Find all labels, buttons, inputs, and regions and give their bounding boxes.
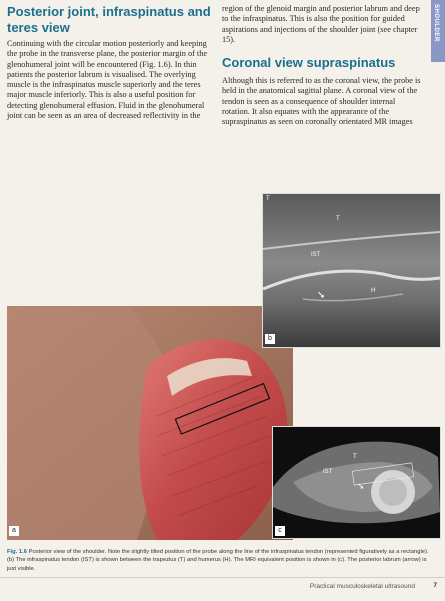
left-column	[7, 4, 212, 121]
ultrasound-drawing	[263, 194, 440, 347]
panel-label-c: c	[275, 526, 285, 536]
mri-label-trapezius: T	[353, 454, 357, 460]
footer-title: Practical musculoskeletal ultrasound	[309, 583, 415, 590]
us-label-trapezius: T	[336, 216, 340, 222]
us-label-humerus: H	[371, 288, 376, 294]
us-corner-marker: T	[266, 196, 270, 202]
ultrasound-image	[262, 193, 441, 348]
page-footer	[0, 577, 445, 601]
caption-label: Fig. 1.6	[7, 549, 27, 555]
panel-label-b: b	[265, 334, 275, 344]
section-heading-coronal: Coronal view supraspinatus	[222, 55, 396, 71]
page-number: 7	[433, 582, 437, 589]
body-paragraph-continuation: region of the glenoid margin and posterior labrum and deep to the infraspinatus. This is also the position for guided aspirations and injections of the shoulder joint (see chapter 15).	[222, 4, 420, 44]
us-label-ist: IST	[311, 252, 321, 258]
section-tab	[431, 0, 445, 62]
body-paragraph-coronal: Although this is referred to as the coronal view, the probe is held in the anatomical sagittal plane. A coronal view of the tendon is seen as a consequence of shoulder internal rotation. It also equates with the appearance of the supraspinatus as seen on coronally orientated MR images	[222, 76, 421, 127]
labrum-arrow-icon: ➘	[317, 290, 326, 301]
section-tab-label: SHOULDER	[433, 4, 439, 42]
mri-label-ist: IST	[323, 469, 333, 475]
caption-text: Posterior view of the shoulder. Note the slightly tilted position of the probe along the line of the infraspinatus tendon (represented figuratively as a rectangle). (b) The infraspinatus tendon (IST) is shown between the trapezius (T) and humerus (H). The MRI equivalent position is shown in (c). The posterior labrum (arrow) is just visible.	[7, 549, 429, 572]
right-column	[222, 4, 422, 128]
body-paragraph-posterior: Continuing with the circular motion posteriorly and keeping the probe in the transverse plane, the posterior margin of the glenohumeral joint will be encountered (Fig. 1.6). In thin patients the posterior labrum is visualised. The overlying muscle is the infraspinatus muscle superiorly and the teres major muscle inferiorly. This is also a useful position for detecting glenohumeral effusion. Fluid in the glenohumeral joint can be seen as an area of decreased reflectivity in the	[7, 39, 208, 121]
figure-caption	[7, 548, 432, 573]
panel-label-a: a	[9, 526, 19, 536]
section-heading-posterior: Posterior joint, infraspinatus and teres view	[7, 4, 211, 35]
shoulder-muscle-drawing	[7, 306, 293, 540]
labrum-arrow-icon: ➘	[357, 481, 365, 491]
mri-image	[272, 426, 441, 539]
shoulder-illustration	[7, 306, 293, 540]
